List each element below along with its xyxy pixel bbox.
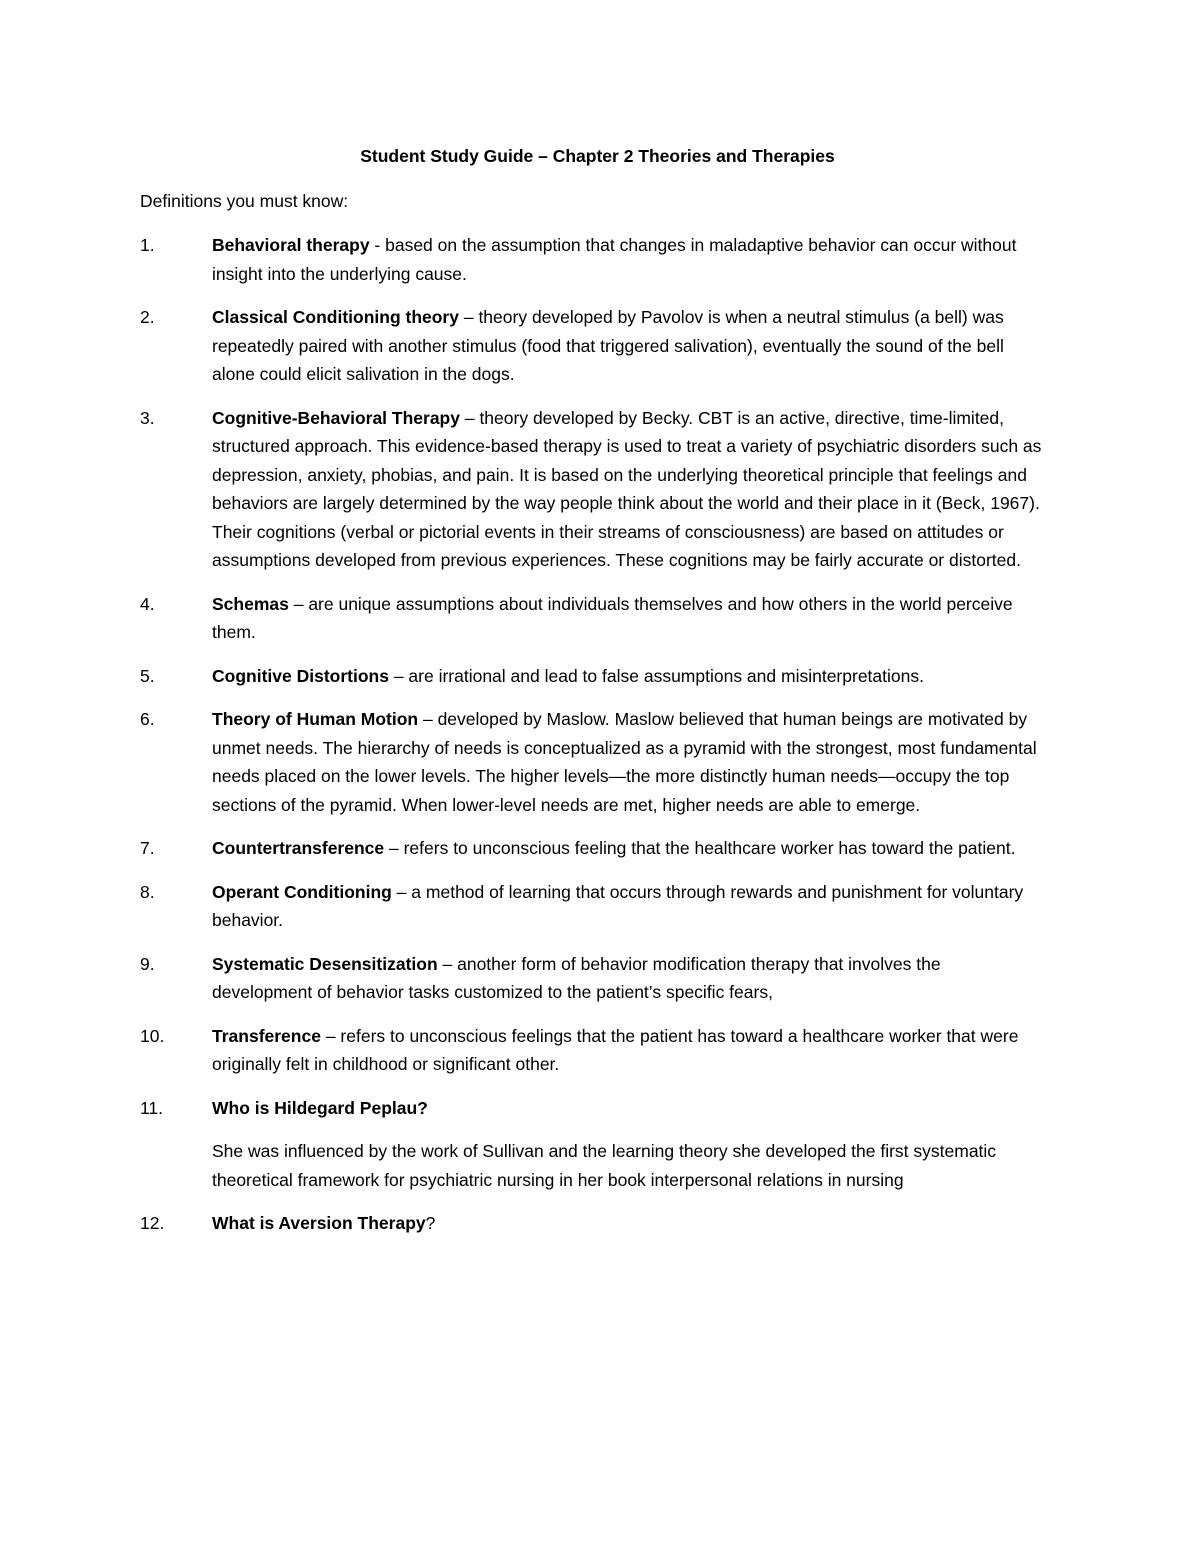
list-item bbox=[140, 590, 1045, 647]
peplau-answer: She was influenced by the work of Sullivan and the learning theory she developed the first systematic theoretical framework for psychiatric nursing in her book interpersonal relations in nursing bbox=[212, 1141, 997, 1190]
item-body bbox=[212, 590, 1045, 647]
list-item bbox=[140, 878, 1045, 935]
item-text: – developed by Maslow. Maslow believed that human beings are motivated by unmet needs. The hierarchy of needs is conceptualized as a pyramid with the strongest, most fundamental needs placed on the lower levels. The higher levels—the more distinctly human needs—occupy the top sections of the pyramid. When lower-level needs are met, higher needs are able to emerge. bbox=[212, 709, 1037, 815]
item-number: 11. bbox=[140, 1097, 164, 1118]
list-item-question bbox=[140, 1209, 1045, 1238]
item-number: 9. bbox=[140, 953, 155, 974]
item-text: - based on the assumption that changes in maladaptive behavior can occur without insight into the underlying cause. bbox=[212, 235, 1017, 284]
list-item bbox=[140, 1022, 1045, 1079]
item-text: ? bbox=[425, 1213, 436, 1233]
item-number: 4. bbox=[140, 593, 155, 614]
item-term: Cognitive-Behavioral Therapy bbox=[212, 407, 460, 428]
item-body bbox=[212, 1022, 1045, 1079]
item-text: – a method of learning that occurs through rewards and punishment for voluntary behavior. bbox=[212, 881, 1024, 930]
item-number: 6. bbox=[140, 709, 155, 729]
item-term: Countertransference bbox=[212, 838, 385, 858]
item-term: Classical Conditioning theory bbox=[212, 307, 459, 327]
definitions-list bbox=[140, 231, 1045, 1253]
item-number: 1. bbox=[140, 235, 155, 255]
item-text: – refers to unconscious feelings that the patient has toward a healthcare worker that were originally felt in childhood or significant other. bbox=[212, 1025, 1019, 1074]
intro-text: Definitions you must know: bbox=[140, 191, 349, 211]
item-term: Operant Conditioning bbox=[212, 881, 392, 902]
item-number: 2. bbox=[140, 307, 155, 327]
item-term: Theory of Human Motion bbox=[212, 709, 419, 729]
item-body bbox=[212, 303, 1045, 389]
item-text: – another form of behavior modification therapy that involves the development of behavior tasks customized to the patient’s specific fears, bbox=[212, 953, 941, 1002]
item-body bbox=[212, 404, 1045, 575]
item-number: 3. bbox=[140, 407, 155, 428]
item-term: What is Aversion Therapy bbox=[212, 1213, 426, 1233]
item-body bbox=[212, 231, 1045, 288]
item-number: 12. bbox=[140, 1213, 165, 1233]
list-item bbox=[140, 834, 1045, 863]
item-term: Who is Hildegard Peplau? bbox=[212, 1097, 428, 1118]
list-item bbox=[140, 950, 1045, 1007]
item-body bbox=[212, 1094, 1045, 1123]
item-body bbox=[212, 1209, 1045, 1238]
list-item bbox=[140, 705, 1045, 819]
list-item bbox=[140, 662, 1045, 691]
item-term: Behavioral therapy bbox=[212, 235, 370, 255]
item-text: – theory developed by Becky. CBT is an active, directive, time-limited, structured approach. This evidence-based therapy is used to treat a variety of psychiatric disorders such as depression, anxiety, phobias, and pain. It is based on the underlying theoretical principle that feelings and behaviors are largely determined by the way people think about the world and their place in it (Beck, 1967). Their cognitions (verbal or pictorial events in their streams of consciousness) are based on attitudes or assumptions developed from previous experiences. These cognitions may be fairly accurate or distorted. bbox=[212, 407, 1042, 570]
item-number: 8. bbox=[140, 881, 155, 902]
item-number: 10. bbox=[140, 1025, 165, 1046]
item-body bbox=[212, 705, 1045, 819]
item-term: Cognitive Distortions bbox=[212, 665, 389, 686]
item-term: Schemas bbox=[212, 593, 289, 614]
list-item bbox=[140, 303, 1045, 389]
item-text: – are unique assumptions about individuals themselves and how others in the world perceive them. bbox=[212, 593, 1013, 642]
list-item bbox=[140, 404, 1045, 575]
page-title: Student Study Guide – Chapter 2 Theories and Therapies bbox=[360, 146, 835, 166]
item-term: Systematic Desensitization bbox=[212, 953, 438, 974]
item-number: 7. bbox=[140, 838, 155, 858]
list-item-question bbox=[140, 1094, 1045, 1195]
item-body bbox=[212, 878, 1045, 935]
item-body bbox=[212, 950, 1045, 1007]
item-number: 5. bbox=[140, 665, 155, 686]
item-text: – refers to unconscious feeling that the healthcare worker has toward the patient. bbox=[384, 838, 1016, 858]
item-term: Transference bbox=[212, 1025, 321, 1046]
item-body bbox=[212, 662, 1045, 691]
item-text: – theory developed by Pavolov is when a neutral stimulus (a bell) was repeatedly paired with another stimulus (food that triggered salivation), eventually the sound of the bell alone could elicit salivation in the dogs. bbox=[212, 307, 1004, 384]
item-body bbox=[212, 834, 1045, 863]
item-text: – are irrational and lead to false assumptions and misinterpretations. bbox=[388, 665, 924, 686]
list-item bbox=[140, 231, 1045, 288]
